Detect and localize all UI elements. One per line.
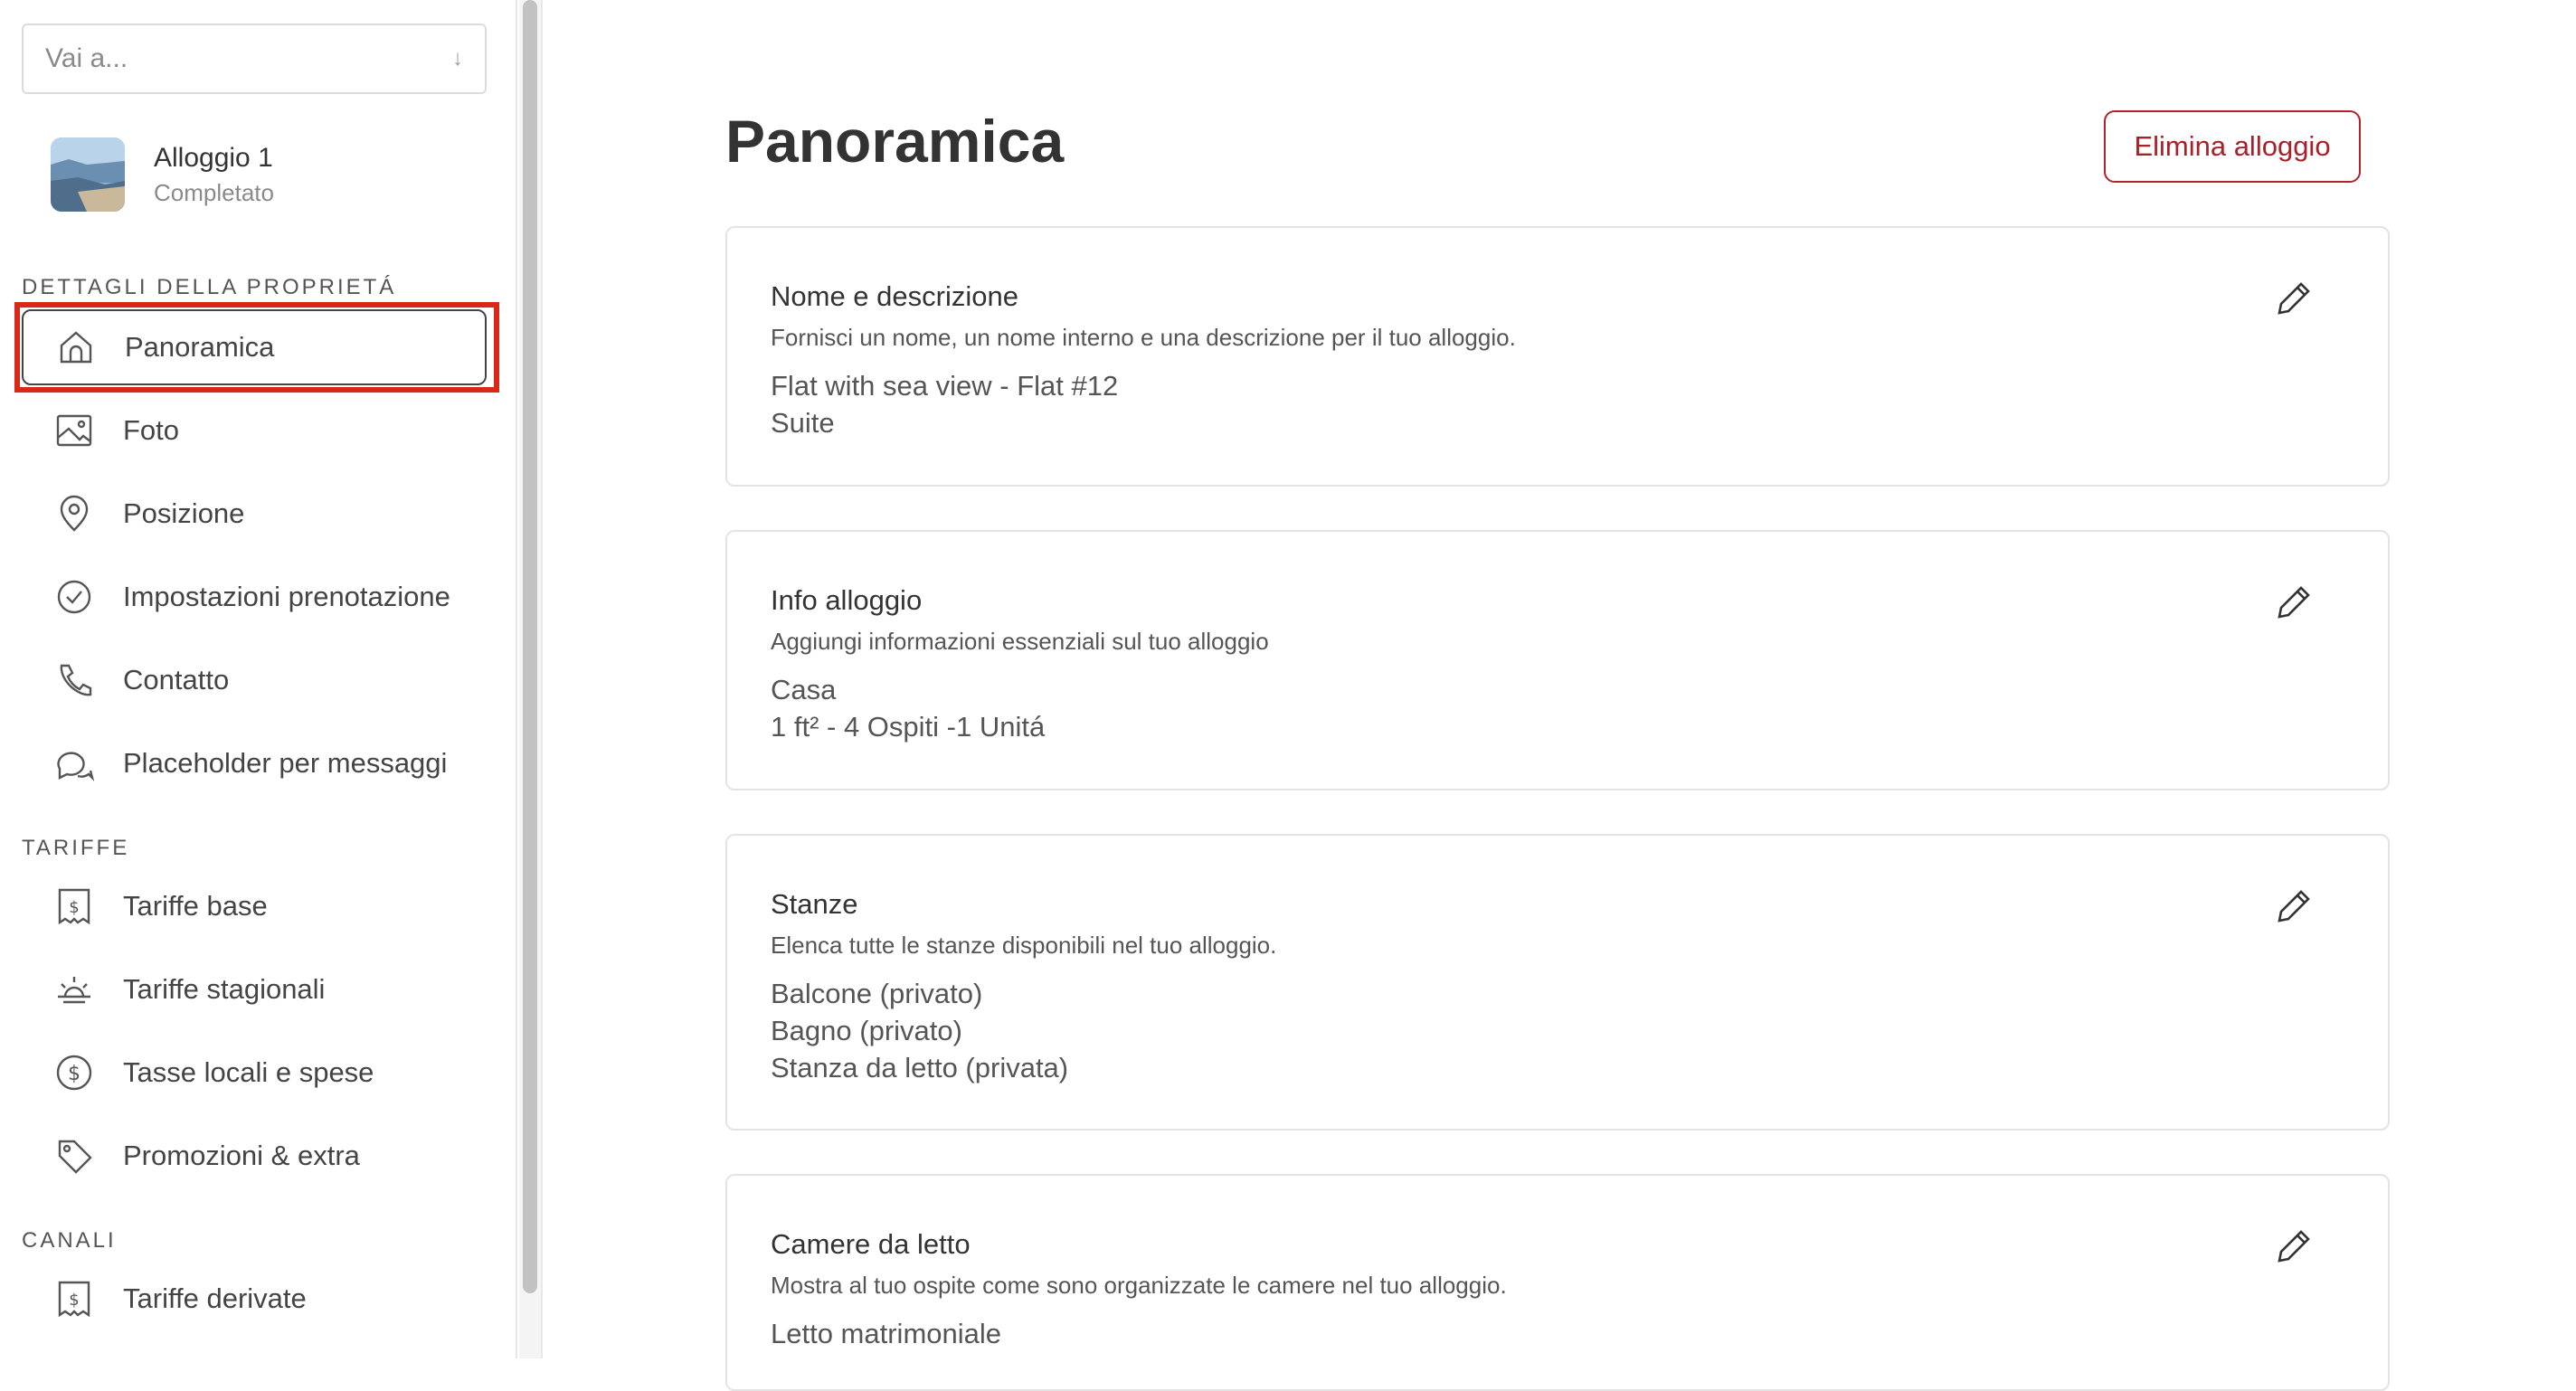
card-subtitle: Aggiungi informazioni essenziali sul tuo alloggio — [771, 628, 1269, 655]
card-subtitle: Elenca tutte le stanze disponibili nel tuo alloggio. — [771, 932, 1277, 959]
check-circle-icon — [54, 577, 94, 617]
pencil-icon[interactable] — [2272, 277, 2316, 320]
pencil-icon[interactable] — [2272, 1225, 2316, 1268]
card-subtitle: Mostra al tuo ospite come sono organizzate le camere nel tuo alloggio. — [771, 1272, 1507, 1299]
card-name-description — [725, 226, 2390, 487]
sidebar-item-label: Foto — [123, 414, 180, 446]
sidebar-item-label: Posizione — [123, 497, 245, 529]
sidebar-item-label: Promozioni & extra — [123, 1140, 360, 1171]
card-value: Suite — [771, 407, 835, 439]
sidebar-item-contatto[interactable] — [22, 642, 487, 718]
delete-property-button[interactable]: Elimina alloggio — [2104, 110, 2361, 183]
section-label-tariffe: TARIFFE — [22, 836, 130, 860]
card-value: 1 ft² - 4 Ospiti -1 Unitá — [771, 711, 1046, 743]
sidebar-item-tasse-locali[interactable] — [22, 1035, 487, 1111]
property-thumbnail — [51, 137, 125, 212]
svg-text:$: $ — [68, 1063, 80, 1085]
sidebar-item-promozioni-extra[interactable] — [22, 1118, 487, 1194]
sidebar-item-label: Tariffe stagionali — [123, 973, 326, 1005]
chat-bubbles-icon — [54, 743, 94, 783]
price-tag-doc-icon — [54, 886, 94, 926]
sidebar-item-posizione[interactable] — [22, 476, 487, 552]
scrollbar-thumb[interactable] — [523, 0, 537, 1293]
property-status: Completato — [154, 179, 274, 206]
dollar-circle-icon — [54, 1053, 94, 1093]
price-tag-doc-icon — [54, 1279, 94, 1319]
card-stanze — [725, 834, 2390, 1131]
pencil-icon[interactable] — [2272, 885, 2316, 928]
pencil-icon[interactable] — [2272, 581, 2316, 624]
sidebar-item-impostazioni-prenotazione[interactable] — [22, 559, 487, 635]
sidebar-item-tariffe-derivate[interactable] — [22, 1261, 487, 1337]
card-title: Stanze — [771, 888, 858, 920]
goto-select[interactable] — [22, 24, 487, 94]
sidebar-item-label: Contatto — [123, 664, 230, 696]
arrow-down-icon: ↓ — [452, 46, 463, 71]
property-name: Alloggio 1 — [154, 143, 273, 173]
card-title: Nome e descrizione — [771, 280, 1018, 312]
sidebar-item-tariffe-stagionali[interactable] — [22, 951, 487, 1027]
card-value: Letto matrimoniale — [771, 1318, 1002, 1349]
location-pin-icon — [54, 494, 94, 534]
card-title: Camere da letto — [771, 1228, 971, 1260]
sidebar-item-label: Tasse locali e spese — [123, 1056, 374, 1088]
goto-placeholder: Vai a... — [45, 43, 128, 73]
tag-icon — [54, 1136, 94, 1176]
selection-highlight — [14, 302, 499, 393]
card-value: Casa — [771, 674, 837, 705]
section-label-property-details: DETTAGLI DELLA PROPRIETÁ — [22, 275, 397, 299]
svg-text:$: $ — [69, 898, 80, 917]
sidebar-item-label: Panoramica — [125, 331, 275, 363]
sidebar-item-foto[interactable] — [22, 393, 487, 468]
divider — [541, 0, 543, 1358]
sidebar-item-label: Tariffe derivate — [123, 1282, 307, 1314]
page-title: Panoramica — [725, 108, 1065, 175]
card-title: Info alloggio — [771, 584, 923, 616]
card-subtitle: Fornisci un nome, un nome interno e una descrizione per il tuo alloggio. — [771, 324, 1516, 351]
phone-icon — [54, 660, 94, 700]
card-camere-da-letto — [725, 1174, 2390, 1391]
sidebar-item-label: Impostazioni prenotazione — [123, 581, 450, 612]
card-value: Flat with sea view - Flat #12 — [771, 370, 1119, 402]
photo-icon — [54, 411, 94, 450]
section-label-canali: CANALI — [22, 1228, 117, 1253]
sidebar — [0, 0, 517, 1358]
sidebar-scrollbar[interactable] — [519, 0, 541, 1358]
sidebar-item-placeholder-messaggi[interactable] — [22, 725, 487, 801]
sidebar-item-label: Tariffe base — [123, 890, 268, 922]
card-info-alloggio — [725, 530, 2390, 790]
sidebar-item-tariffe-base[interactable] — [22, 868, 487, 944]
card-value: Stanza da letto (privata) — [771, 1052, 1069, 1083]
sun-icon — [54, 970, 94, 1009]
card-value: Balcone (privato) — [771, 978, 983, 1009]
card-value: Bagno (privato) — [771, 1015, 962, 1046]
svg-text:$: $ — [69, 1291, 80, 1310]
property-header[interactable] — [51, 137, 274, 212]
sidebar-item-label: Placeholder per messaggi — [123, 747, 448, 779]
